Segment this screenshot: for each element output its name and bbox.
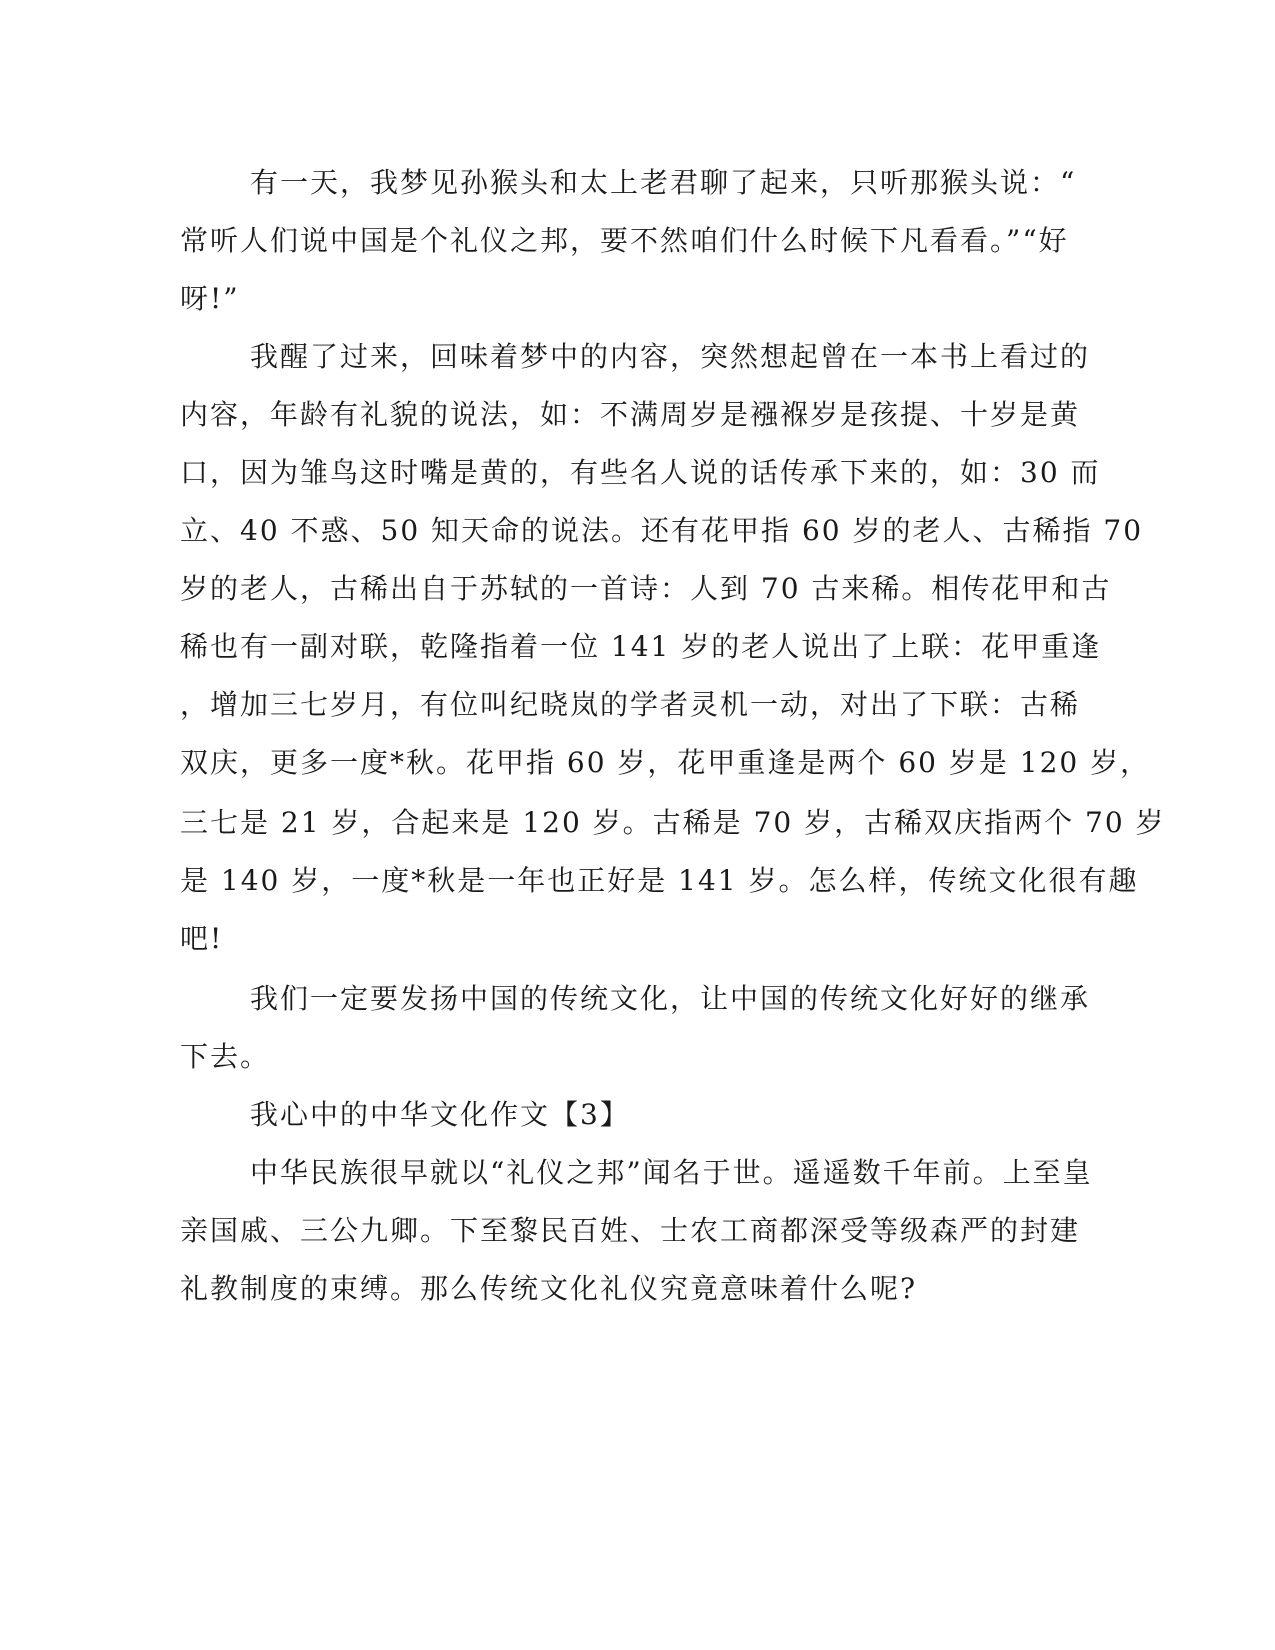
paragraph-2-line-5: 岁的老人，古稀出自于苏轼的一首诗：人到 70 古来稀。相传花甲和古 bbox=[180, 572, 1112, 605]
paragraph-1-line-2: 常听人们说中国是个礼仪之邦，要不然咱们什么时候下凡看看。”“好 bbox=[180, 224, 1069, 257]
paragraph-2-line-2: 内容，年龄有礼貌的说法，如：不满周岁是襁褓岁是孩提、十岁是黄 bbox=[180, 398, 1081, 431]
paragraph-2-line-10: 是 140 岁，一度*秋是一年也正好是 141 岁。怎么样，传统文化很有趣 bbox=[180, 864, 1139, 897]
section-heading: 我心中的中华文化作文【3】 bbox=[250, 1098, 630, 1131]
paragraph-2-line-11: 吧! bbox=[180, 922, 224, 955]
paragraph-2-line-4: 立、40 不惑、50 知天命的说法。还有花甲指 60 岁的老人、古稀指 70 bbox=[180, 514, 1144, 547]
paragraph-1-line-1: 有一天，我梦见孙猴头和太上老君聊了起来，只听那猴头说：“ bbox=[250, 166, 1077, 199]
paragraph-1-line-3: 呀!” bbox=[180, 282, 240, 315]
paragraph-3-line-1: 我们一定要发扬中国的传统文化，让中国的传统文化好好的继承 bbox=[250, 982, 1091, 1015]
paragraph-3-line-2: 下去。 bbox=[180, 1040, 271, 1073]
paragraph-2-line-9: 三七是 21 岁，合起来是 120 岁。古稀是 70 岁，古稀双庆指两个 70 岁 bbox=[180, 806, 1166, 839]
paragraph-2-line-8: 双庆，更多一度*秋。花甲指 60 岁，花甲重逢是两个 60 岁是 120 岁， bbox=[180, 746, 1151, 779]
paragraph-5-line-2: 亲国戚、三公九卿。下至黎民百姓、士农工商都深受等级森严的封建 bbox=[180, 1214, 1081, 1247]
paragraph-5-line-1: 中华民族很早就以“礼仪之邦”闻名于世。遥遥数千年前。上至皇 bbox=[250, 1156, 1093, 1189]
paragraph-2-line-1: 我醒了过来，回味着梦中的内容，突然想起曾在一本书上看过的 bbox=[250, 340, 1091, 373]
paragraph-2-line-7: ，增加三七岁月，有位叫纪晓岚的学者灵机一动，对出了下联：古稀 bbox=[180, 688, 1081, 721]
paragraph-5-line-3: 礼教制度的束缚。那么传统文化礼仪究竟意味着什么呢? bbox=[180, 1272, 918, 1305]
paragraph-2-line-3: 口，因为雏鸟这时嘴是黄的，有些名人说的话传承下来的，如：30 而 bbox=[180, 456, 1101, 489]
paragraph-2-line-6: 稀也有一副对联，乾隆指着一位 141 岁的老人说出了上联：花甲重逢 bbox=[180, 630, 1102, 663]
